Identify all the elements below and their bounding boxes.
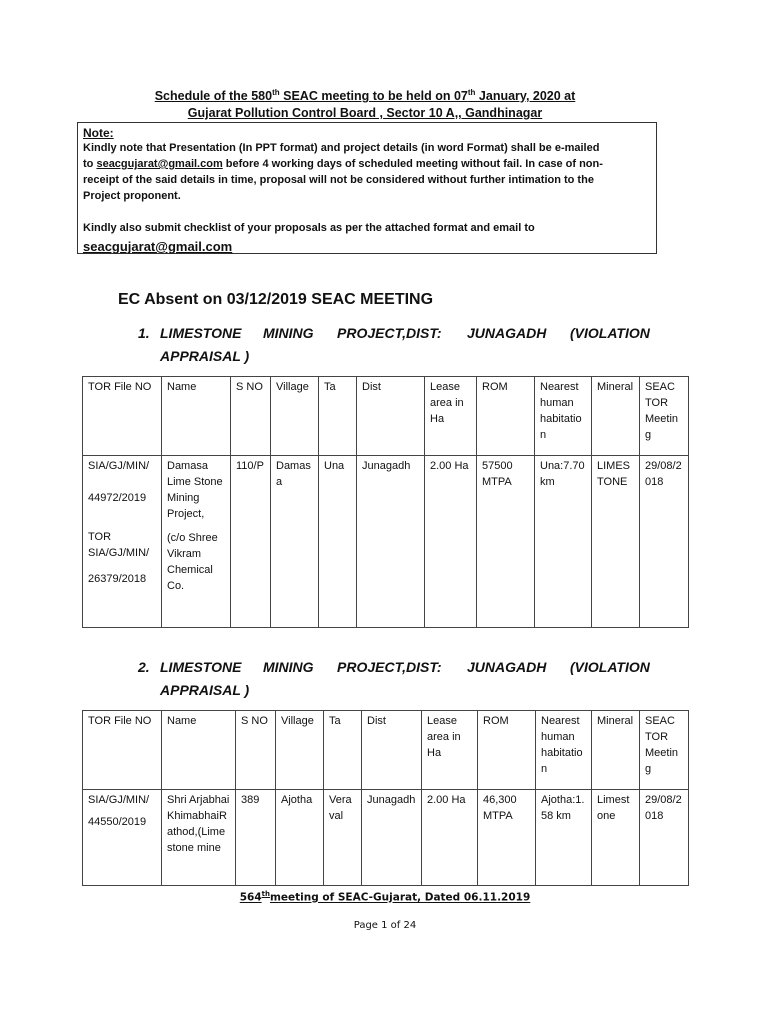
header-ta: Ta bbox=[324, 711, 362, 790]
header-nearest-habitation: Nearest human habitation bbox=[536, 711, 592, 790]
cell-lease-area: 2.00 Ha bbox=[425, 456, 477, 628]
table-row bbox=[83, 790, 689, 886]
header-tor-file: TOR File NO bbox=[83, 377, 162, 456]
footer-meeting-number: 564 bbox=[239, 891, 262, 904]
section-heading: EC Absent on 03/12/2019 SEAC MEETING bbox=[118, 291, 434, 308]
header-sno: S NO bbox=[236, 711, 276, 790]
header-village: Village bbox=[276, 711, 324, 790]
title-part-3: January, 2020 at bbox=[475, 89, 576, 104]
cell-tor-file bbox=[83, 456, 162, 628]
tor-file-line: SIA/GJ/MIN/ bbox=[88, 460, 150, 472]
header-mineral: Mineral bbox=[592, 711, 640, 790]
header-lease-area: Lease area in Ha bbox=[425, 377, 477, 456]
title-part-1: Schedule of the 580 bbox=[154, 89, 273, 104]
header-village: Village bbox=[271, 377, 319, 456]
footer-meeting-line bbox=[0, 890, 770, 904]
header-nearest-habitation: Nearest human habitation bbox=[535, 377, 592, 456]
note-line-3: receipt of the said details in time, proposal will not be considered without further intimation to the bbox=[83, 174, 594, 186]
project-1-word-3: PROJECT,DIST: bbox=[337, 325, 442, 341]
header-name: Name bbox=[162, 711, 236, 790]
cell-name bbox=[162, 456, 231, 628]
tor-file-line: SIA/GJ/MIN/ bbox=[88, 794, 150, 806]
page-number: Page 1 of 24 bbox=[353, 920, 417, 931]
email-link-inline[interactable]: seacgujarat@gmail.com bbox=[96, 158, 223, 170]
cell-mineral: Limestone bbox=[592, 790, 640, 886]
cell-rom: 46,300 MTPA bbox=[478, 790, 536, 886]
note-line-4: Project proponent. bbox=[83, 190, 181, 202]
project-1-word-5: (VIOLATION bbox=[570, 325, 650, 341]
project-2-word-2: MINING bbox=[263, 659, 314, 675]
tor-table-2 bbox=[82, 710, 689, 886]
project-1-line-2: APPRAISAL ) bbox=[160, 348, 250, 364]
note-line-5: Kindly also submit checklist of your proposals as per the attached format and email to bbox=[83, 222, 535, 234]
cell-lease-area: 2.00 Ha bbox=[422, 790, 478, 886]
tor-file-secondary: TOR SIA/GJ/MIN/ bbox=[88, 531, 150, 559]
header-tor-file: TOR File NO bbox=[83, 711, 162, 790]
header-mineral: Mineral bbox=[592, 377, 640, 456]
cell-dist: Junagadh bbox=[362, 790, 422, 886]
cell-seac-tor-meeting: 29/08/2018 bbox=[640, 456, 689, 628]
project-2-word-4: JUNAGADH bbox=[467, 659, 547, 675]
table-header-row bbox=[83, 711, 689, 790]
schedule-title bbox=[80, 88, 650, 103]
cell-mineral: LIMESTONE bbox=[592, 456, 640, 628]
cell-village: Damasa bbox=[271, 456, 319, 628]
cell-nearest-habitation: Una:7.70 km bbox=[535, 456, 592, 628]
header-lease-area: Lease area in Ha bbox=[422, 711, 478, 790]
cell-name: Shri ArjabhaiKhimabhaiRathod,(Lime stone mine bbox=[162, 790, 236, 886]
tor-file-secondary-number: 26379/2018 bbox=[88, 573, 147, 585]
cell-village: Ajotha bbox=[276, 790, 324, 886]
title-sup-2: th bbox=[467, 88, 476, 97]
title-sup-1: th bbox=[272, 88, 280, 97]
header-rom: ROM bbox=[477, 377, 535, 456]
project-1-word-4: JUNAGADH bbox=[467, 325, 547, 341]
note-line-2-suffix: before 4 working days of scheduled meeting without fail. In case of non- bbox=[222, 158, 603, 170]
project-1-word-2: MINING bbox=[263, 325, 314, 341]
cell-nearest-habitation: Ajotha:1.58 km bbox=[536, 790, 592, 886]
project-2-word-3: PROJECT,DIST: bbox=[337, 659, 442, 675]
venue-line: Gujarat Pollution Control Board , Sector 10 A,, Gandhinagar bbox=[187, 106, 543, 120]
cell-tor-file bbox=[83, 790, 162, 886]
email-link[interactable]: seacgujarat@gmail.com bbox=[83, 239, 233, 254]
project-2-line-2: APPRAISAL ) bbox=[160, 682, 250, 698]
project-name: Damasa Lime Stone Mining Project, bbox=[167, 460, 223, 520]
project-1-word-1: LIMESTONE bbox=[160, 325, 242, 341]
cell-sno: 110/P bbox=[231, 456, 271, 628]
header-rom: ROM bbox=[478, 711, 536, 790]
project-2-word-1: LIMESTONE bbox=[160, 659, 242, 675]
tor-file-number: 44550/2019 bbox=[88, 816, 147, 828]
footer-meeting-text: meeting of SEAC-Gujarat, Dated 06.11.2019 bbox=[269, 891, 531, 904]
project-2-number: 2. bbox=[138, 659, 150, 675]
title-part-2: SEAC meeting to be held on 07 bbox=[279, 89, 468, 104]
table-header-row bbox=[83, 377, 689, 456]
note-box bbox=[77, 122, 657, 254]
tor-file-number: 44972/2019 bbox=[88, 492, 147, 504]
note-line-1: Kindly note that Presentation (In PPT format) and project details (in word Format) shall be e-mailed bbox=[83, 142, 600, 154]
note-line-2-prefix: to bbox=[83, 158, 97, 170]
header-seac-tor-meeting: SEAC TOR Meeting bbox=[640, 711, 689, 790]
header-seac-tor-meeting: SEAC TOR Meeting bbox=[640, 377, 689, 456]
header-sno: S NO bbox=[231, 377, 271, 456]
tor-table-1 bbox=[82, 376, 689, 628]
header-ta: Ta bbox=[319, 377, 357, 456]
cell-seac-tor-meeting: 29/08/2018 bbox=[640, 790, 689, 886]
cell-dist: Junagadh bbox=[357, 456, 425, 628]
cell-sno: 389 bbox=[236, 790, 276, 886]
cell-ta: Una bbox=[319, 456, 357, 628]
project-2-word-5: (VIOLATION bbox=[570, 659, 650, 675]
cell-rom: 57500 MTPA bbox=[477, 456, 535, 628]
project-proponent: (c/o Shree Vikram Chemical Co. bbox=[167, 532, 218, 592]
project-1-number: 1. bbox=[138, 325, 150, 341]
table-row bbox=[83, 456, 689, 628]
header-dist: Dist bbox=[357, 377, 425, 456]
footer-meeting-sup: th bbox=[261, 890, 270, 898]
note-label: Note: bbox=[83, 126, 114, 140]
note-line-2 bbox=[83, 158, 603, 170]
cell-ta: Veraval bbox=[324, 790, 362, 886]
header-name: Name bbox=[162, 377, 231, 456]
header-dist: Dist bbox=[362, 711, 422, 790]
